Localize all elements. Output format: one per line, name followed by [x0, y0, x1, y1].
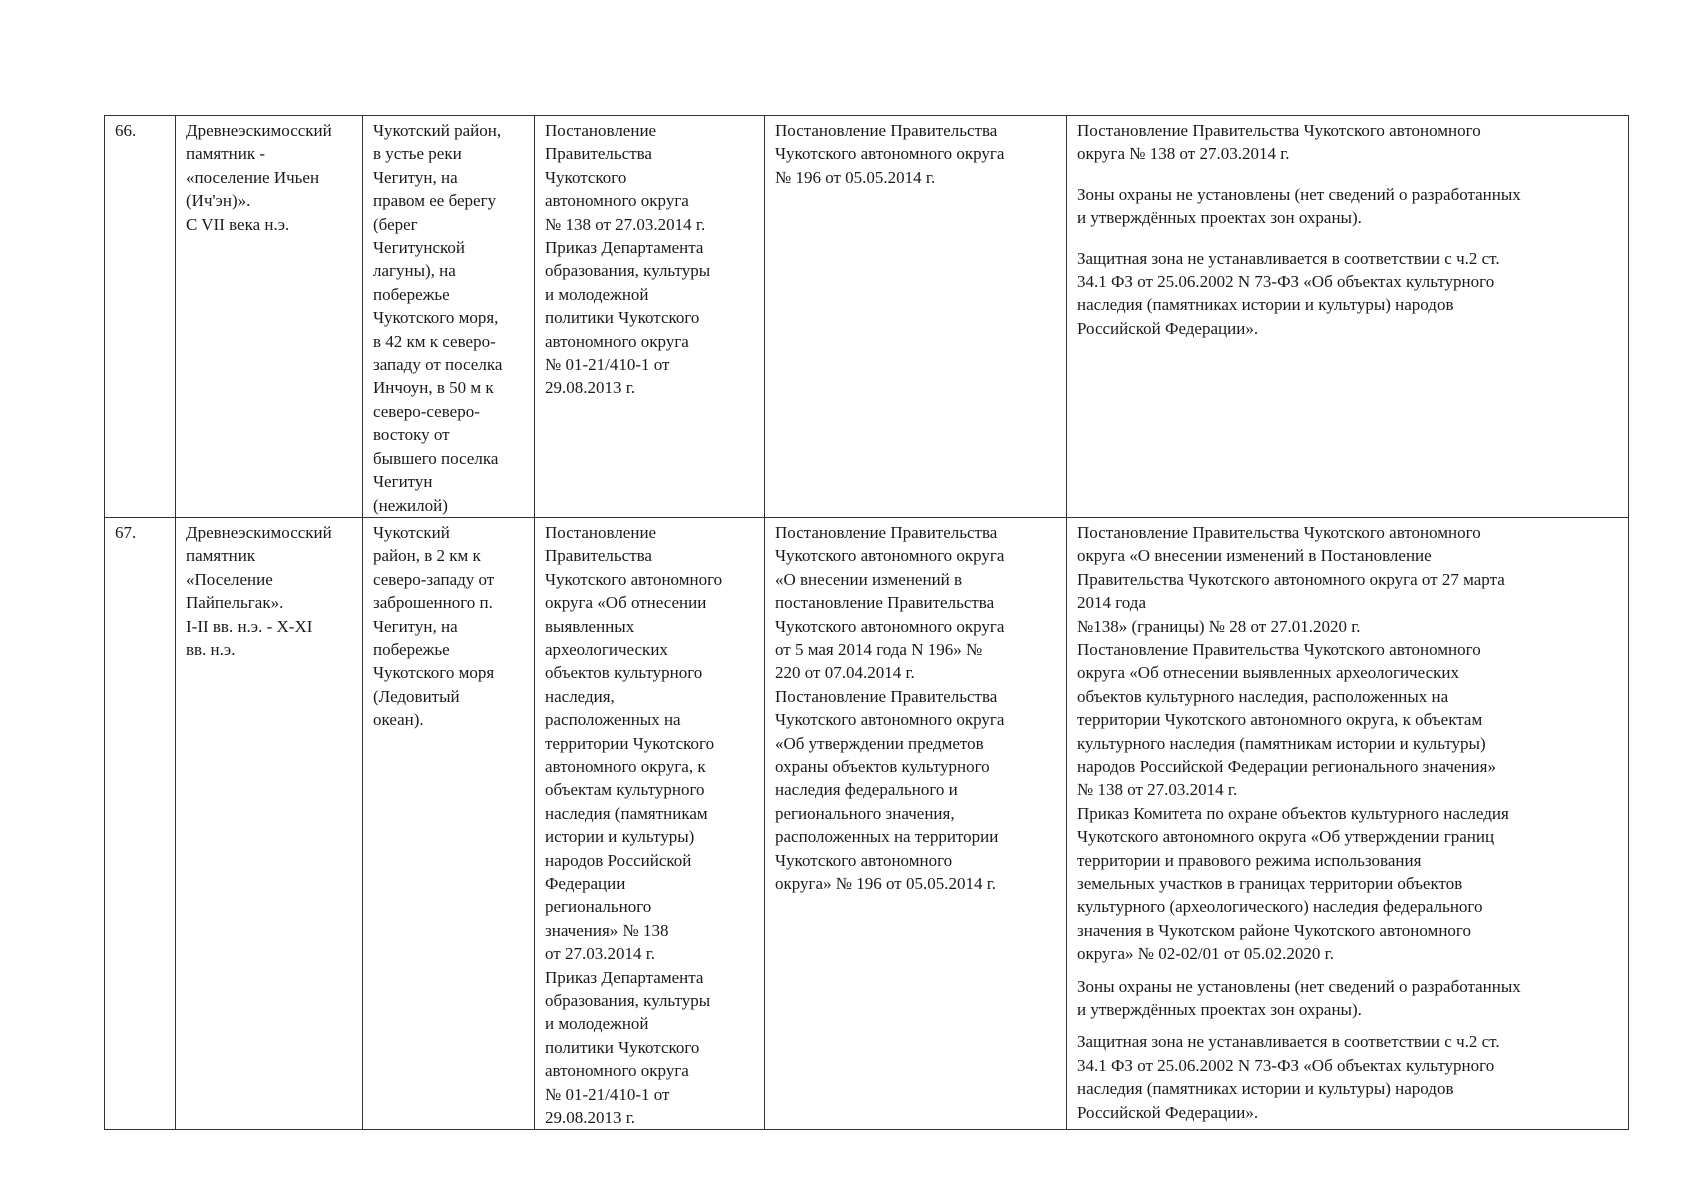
cell-text-line: Постановление Правительства	[775, 121, 998, 140]
cell-text-line: Постановление Правительства Чукотского автономного	[1077, 639, 1481, 659]
cell-number	[105, 116, 176, 518]
cell-text-line: «поселение Ичьен	[186, 167, 320, 187]
cell-text-line: расположенных на территории	[775, 827, 999, 847]
cell-registration-documents	[535, 517, 765, 1130]
cell-text-line: Российской Федерации».	[1077, 318, 1259, 338]
cell-text-line: востоку от	[373, 425, 450, 445]
cell-text-line: Инчоун, в 50 м к	[373, 378, 494, 398]
cell-text-line: памятник -	[186, 144, 266, 164]
cell-text-line: культурного (археологического) наследия федерального	[1077, 897, 1483, 917]
cell-text-line: Чукотского моря,	[373, 308, 499, 328]
cell-text-line: побережье	[373, 639, 450, 659]
cell-text-line: Федерации	[545, 874, 626, 893]
cell-text-line: объектов культурного	[545, 663, 703, 683]
cell-text-line: Чукотский	[373, 522, 450, 542]
cell-text-line: и молодежной	[545, 284, 649, 304]
cell-text-line: Пайпельгак».	[186, 593, 284, 613]
cell-text-line: район, в 2 км к	[373, 546, 481, 566]
cell-text-line: Постановление Правительства	[775, 686, 998, 706]
cell-text-line: территории Чукотского автономного округа, к объектам	[1077, 710, 1483, 730]
cell-text-line: Зоны охраны не установлены (нет сведений о разработанных	[1077, 976, 1521, 996]
cell-territory-and-zones	[1067, 116, 1629, 518]
cell-text-line: Чукотского моря	[373, 663, 495, 683]
cell-text-line: Правительства Чукотского автономного округа от 27 марта	[1077, 569, 1505, 589]
cell-text-line: «О внесении изменений в	[775, 569, 963, 589]
cell-text-line: наследия (памятниках истории и культуры) народов	[1077, 295, 1454, 315]
cell-text-line: Древнеэскимосский	[186, 121, 332, 140]
cell-number	[105, 517, 176, 1130]
cell-text-line: территории и правового режима использования	[1077, 850, 1422, 870]
cell-text-line: территории Чукотского	[545, 733, 715, 753]
cell-text-line: археологических	[545, 639, 668, 659]
cell-text-line: расположенных на	[545, 710, 681, 730]
cell-text-line: побережье	[373, 284, 450, 304]
cell-protection-subject	[765, 116, 1067, 518]
cell-text-line: «Поселение	[186, 569, 273, 589]
cell-text-line: наследия,	[545, 686, 615, 706]
cell-text-line: округа «Об отнесении	[545, 593, 707, 613]
cell-text-line: Чукотского автономного	[775, 850, 953, 870]
cell-text-line: значения» № 138	[545, 920, 669, 940]
cell-text-line: Зоны охраны не установлены (нет сведений о разработанных	[1077, 184, 1521, 204]
cell-text-line: автономного округа, к	[545, 756, 706, 776]
table-row	[105, 517, 1629, 1130]
cell-text-line: Защитная зона не устанавливается в соответствии с ч.2 ст.	[1077, 248, 1500, 268]
cell-text-line: северо-западу от	[373, 569, 495, 589]
cell-text-line: западу от поселка	[373, 355, 503, 375]
cell-text-line: округа» № 196 от 05.05.2014 г.	[775, 874, 997, 893]
cell-text-line: культурного наследия (памятникам истории и культуры)	[1077, 733, 1486, 753]
cell-text-line: Чегитун, на	[373, 616, 458, 636]
cell-text-line: Чегитунской	[373, 238, 466, 258]
cell-text-line: объектов культурного наследия, расположенных на	[1077, 686, 1449, 706]
cell-registration-documents	[535, 116, 765, 518]
cell-text-line: округа «О внесении изменений в Постановление	[1077, 546, 1432, 566]
cell-text-line: народов Российской Федерации регионального значения»	[1077, 756, 1496, 776]
cell-location	[363, 116, 535, 518]
paragraph-gap	[1077, 166, 1625, 183]
cell-text-line: Древнеэскимосский	[186, 522, 332, 542]
table-body	[105, 116, 1629, 1130]
cell-text-line: охраны объектов культурного	[775, 756, 990, 776]
cell-text-line: 66.	[115, 121, 137, 140]
cell-text-line: Правительства	[545, 546, 652, 566]
cell-text-line: Постановление Правительства Чукотского автономного	[1077, 522, 1481, 542]
cell-text-line: Правительства	[545, 144, 652, 164]
cell-text-line: в 42 км к северо-	[373, 331, 496, 351]
cell-text-line: автономного округа	[545, 1061, 689, 1081]
cell-text-line: 34.1 ФЗ от 25.06.2002 N 73-ФЗ «Об объектах культурного	[1077, 272, 1495, 292]
cell-text-line: № 01-21/410-1 от	[545, 355, 670, 375]
cell-text-line: политики Чукотского	[545, 1037, 700, 1057]
cell-text-line: Чукотского	[545, 167, 627, 187]
heritage-objects-table	[104, 115, 1629, 1130]
cell-text-line: регионального значения,	[775, 803, 955, 823]
table-row	[105, 116, 1629, 518]
cell-text-line: Постановление	[545, 121, 657, 140]
cell-text-line: от 27.03.2014 г.	[545, 944, 656, 964]
cell-text-line: вв. н.э.	[186, 639, 236, 659]
paragraph-gap	[1077, 230, 1625, 247]
cell-text-line: Приказ Комитета по охране объектов культурного наследия	[1077, 803, 1509, 823]
cell-text-line: политики Чукотского	[545, 308, 700, 328]
cell-text-line: лагуны), на	[373, 261, 456, 281]
cell-text-line: наследия (памятниках истории и культуры) народов	[1077, 1079, 1454, 1099]
cell-text-line: автономного округа	[545, 191, 689, 211]
cell-text-line: (нежилой)	[373, 495, 448, 515]
cell-text-line: океан).	[373, 710, 424, 730]
cell-text-line: образования, культуры	[545, 261, 711, 281]
cell-text-line: № 138 от 27.03.2014 г.	[545, 214, 706, 234]
cell-text-line: народов Российской	[545, 850, 692, 870]
cell-text-line: в устье реки	[373, 144, 462, 164]
cell-text-line: Чукотского автономного округа	[775, 616, 1005, 636]
cell-text-line: Чегитун, на	[373, 167, 458, 187]
cell-text-line: земельных участков в границах территории объектов	[1077, 874, 1463, 893]
cell-text-line: Чегитун	[373, 472, 433, 492]
cell-text-line: и утверждённых проектах зон охраны).	[1077, 1000, 1362, 1020]
cell-text-line: (Ич'эн)».	[186, 191, 251, 211]
cell-text-line: 29.08.2013 г.	[545, 378, 636, 398]
cell-text-line: Чукотский район,	[373, 121, 502, 140]
cell-text-line: Чукотского автономного	[545, 569, 723, 589]
cell-text-line: заброшенного п.	[373, 593, 493, 613]
cell-text-line: 220 от 07.04.2014 г.	[775, 663, 915, 683]
cell-text-line: округа № 138 от 27.03.2014 г.	[1077, 144, 1290, 164]
cell-text-line: значения в Чукотском районе Чукотского автономного	[1077, 920, 1471, 940]
cell-text-line: Российской Федерации».	[1077, 1102, 1259, 1122]
cell-text-line: I-II вв. н.э. - X-XI	[186, 616, 313, 636]
cell-text-line: № 138 от 27.03.2014 г.	[1077, 780, 1238, 800]
cell-text-line: №138» (границы) № 28 от 27.01.2020 г.	[1077, 616, 1361, 636]
cell-text-line: округа «Об отнесении выявленных археологических	[1077, 663, 1459, 683]
cell-text-line: и утверждённых проектах зон охраны).	[1077, 208, 1362, 228]
cell-text-line: 2014 года	[1077, 593, 1147, 613]
cell-text-line: «Об утверждении предметов	[775, 733, 984, 753]
cell-text-line: C VII века н.э.	[186, 214, 290, 234]
cell-text-line: № 01-21/410-1 от	[545, 1084, 670, 1104]
cell-text-line: Приказ Департамента	[545, 967, 704, 987]
cell-text-line: бывшего поселка	[373, 448, 499, 468]
cell-text-line: наследия федерального и	[775, 780, 958, 800]
cell-text-line: регионального	[545, 897, 652, 917]
cell-text-line: Защитная зона не устанавливается в соответствии с ч.2 ст.	[1077, 1032, 1500, 1052]
cell-text-line: Чукотского автономного округа	[775, 144, 1005, 164]
cell-text-line: и молодежной	[545, 1014, 649, 1034]
cell-text-line: выявленных	[545, 616, 635, 636]
cell-text-line: от 5 мая 2014 года N 196» №	[775, 639, 983, 659]
cell-text-line: наследия (памятникам	[545, 803, 708, 823]
cell-text-line: объектам культурного	[545, 780, 705, 800]
cell-text-line: постановление Правительства	[775, 593, 995, 613]
cell-text-line: образования, культуры	[545, 991, 711, 1011]
cell-text-line: Постановление	[545, 522, 657, 542]
cell-text-line: Чукотского автономного округа	[775, 546, 1005, 566]
cell-text-line: автономного округа	[545, 331, 689, 351]
cell-text-line: Чукотского автономного округа «Об утверждении границ	[1077, 827, 1495, 847]
cell-object-name	[176, 116, 363, 518]
cell-text-line: (берег	[373, 214, 418, 234]
cell-text-line: северо-северо-	[373, 401, 480, 421]
cell-text-line: Постановление Правительства Чукотского автономного	[1077, 121, 1481, 140]
cell-text-line: 67.	[115, 522, 137, 542]
cell-text-line: (Ледовитый	[373, 686, 460, 706]
cell-text-line: 29.08.2013 г.	[545, 1108, 636, 1128]
cell-text-line: № 196 от 05.05.2014 г.	[775, 167, 936, 187]
cell-text-line: округа» № 02-02/01 от 05.02.2020 г.	[1077, 944, 1334, 964]
cell-text-line: истории и культуры)	[545, 827, 695, 847]
cell-location	[363, 517, 535, 1130]
cell-text-line: памятник	[186, 546, 256, 566]
paragraph-gap	[1077, 966, 1625, 975]
paragraph-gap	[1077, 1021, 1625, 1030]
cell-territory-and-zones	[1067, 517, 1629, 1130]
cell-text-line: Приказ Департамента	[545, 238, 704, 258]
cell-protection-subject	[765, 517, 1067, 1130]
cell-text-line: 34.1 ФЗ от 25.06.2002 N 73-ФЗ «Об объектах культурного	[1077, 1055, 1495, 1075]
cell-text-line: правом ее берегу	[373, 191, 497, 211]
cell-text-line: Чукотского автономного округа	[775, 710, 1005, 730]
cell-text-line: Постановление Правительства	[775, 522, 998, 542]
cell-object-name	[176, 517, 363, 1130]
